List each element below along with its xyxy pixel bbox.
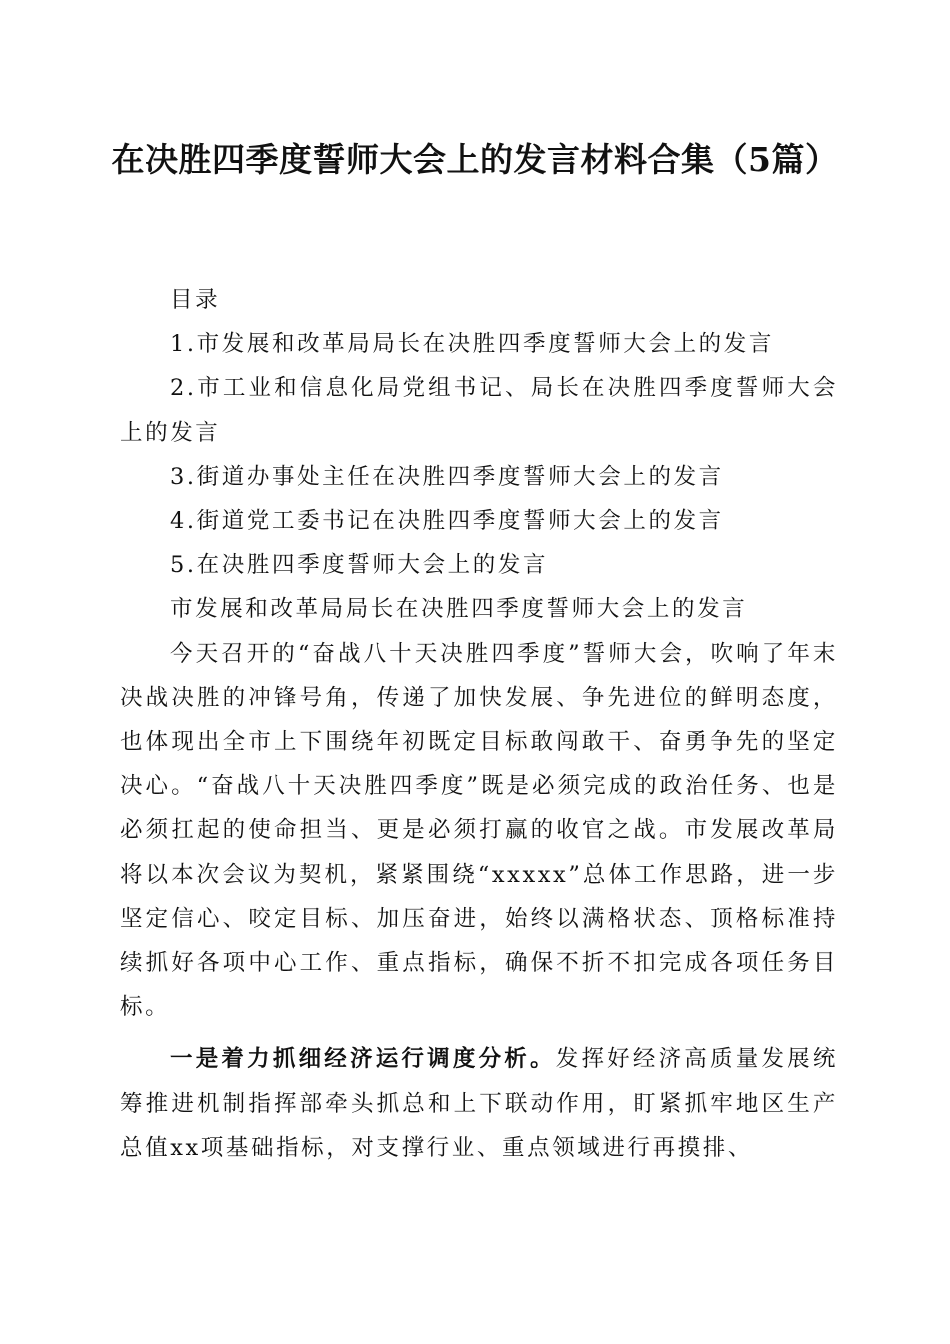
toc-item: 3.街道办事处主任在决胜四季度誓师大会上的发言 [170,463,724,490]
intro-paragraph: 今天召开的“奋战八十天决胜四季度”誓师大会，吹响了年末决战决胜的冲锋号角，传递了加快发展、争先进位的鲜明态度，也体现出全市上下围绕年初既定目标敢闯敢干、奋勇争先的坚定决心。“奋战八十天决胜四季度”既是必须完成的政治任务、也是必须扛起的使命担当、更是必须打赢的收官之战。市发展改革局将以本次会议为契机，紧紧围绕“xxxxx”总体工作思路，进一步坚定信心、咬定目标、加压奋进，始终以满格状态、顶格标准持续抓好各项中心工作、重点指标，确保不折不扣完成各项任务目标。 [120,640,838,1021]
toc-heading: 目录 [170,287,221,313]
toc-item: 5.在决胜四季度誓师大会上的发言 [170,552,549,579]
point-one-paragraph [120,1037,838,1170]
toc-item: 4.街道党工委书记在决胜四季度誓师大会上的发言 [170,508,724,535]
document-title: 在决胜四季度誓师大会上的发言材料合集（5篇） [111,140,839,179]
point-one-lead: 一是着力抓细经济运行调度分析。 [170,1046,556,1073]
document-body [120,278,838,1170]
point-one-text: 发挥好经济高质量发展统筹推进机制指挥部牵头抓总和上下联动作用，盯紧抓牢地区生产总值xx项基础指标，对支撑行业、重点领域进行再摸排、 [120,1046,838,1161]
toc-item: 1.市发展和改革局局长在决胜四季度誓师大会上的发言 [170,331,774,358]
toc-item: 2.市工业和信息化局党组书记、局长在决胜四季度誓师大会上的发言 [120,375,838,446]
section-heading: 市发展和改革局局长在决胜四季度誓师大会上的发言 [170,596,748,623]
